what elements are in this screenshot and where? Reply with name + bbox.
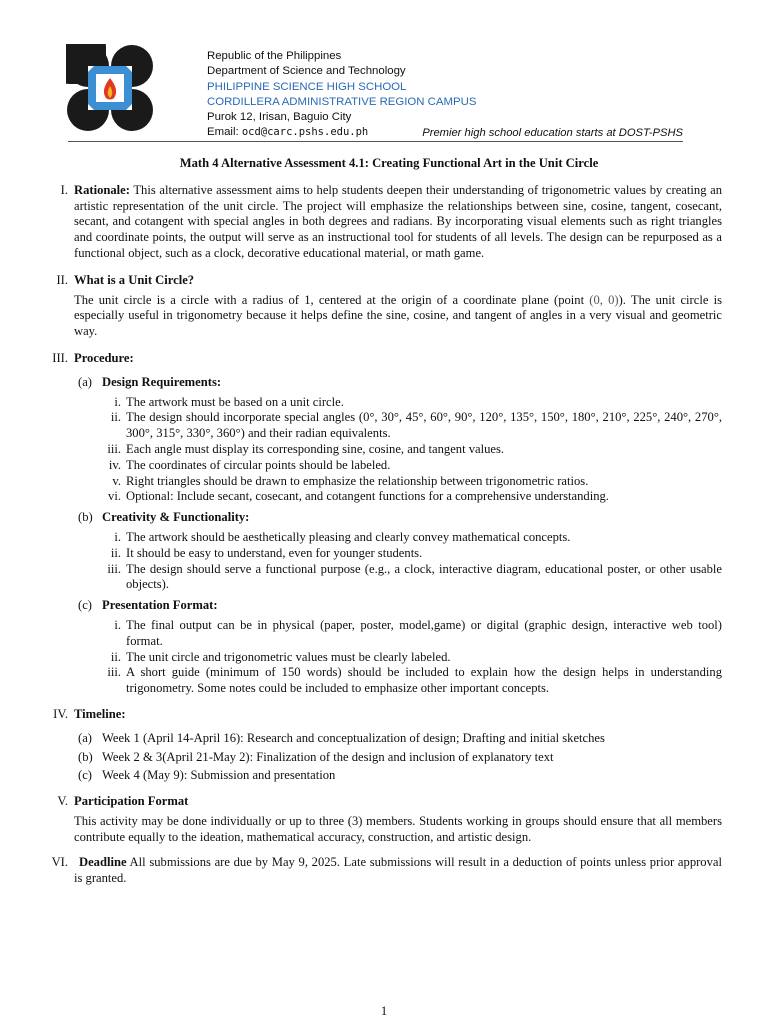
list-item bbox=[0, 410, 768, 442]
list-item bbox=[0, 474, 768, 490]
pshs-logo-icon bbox=[66, 44, 154, 132]
section-number: I. bbox=[60, 182, 68, 197]
header-divider bbox=[68, 141, 683, 142]
section-deadline bbox=[0, 855, 768, 887]
subsection-creativity bbox=[0, 510, 768, 526]
item-number: iv. bbox=[108, 457, 121, 472]
document-body bbox=[0, 156, 768, 887]
email-label: Email: bbox=[207, 126, 242, 139]
section-procedure bbox=[0, 351, 768, 367]
email-link[interactable]: ocd@carc.pshs.edu.ph bbox=[241, 126, 369, 139]
design-list bbox=[0, 395, 768, 506]
presentation-list bbox=[0, 618, 768, 697]
list-item bbox=[0, 650, 768, 666]
section-number: IV. bbox=[53, 706, 68, 721]
section-text-a: The unit circle is a circle with a radius of 1, centered at the origin of a coordinate plane (point bbox=[74, 292, 590, 307]
list-item bbox=[0, 442, 768, 458]
section-text: All submissions are due by May 9, 2025. Late submissions will result in a deduction of points unless prior approval is granted. bbox=[74, 855, 722, 886]
subsection-heading: Presentation Format: bbox=[102, 598, 218, 613]
item-text: Right triangles should be drawn to emphasize the relationship between trigonometric ratios. bbox=[126, 473, 589, 488]
item-text: The coordinates of circular points should be labeled. bbox=[126, 457, 391, 472]
section-number: VI. bbox=[51, 855, 68, 870]
section-number: III. bbox=[52, 350, 68, 365]
section-unit-circle bbox=[0, 273, 768, 340]
timeline-label: (b) bbox=[78, 749, 93, 764]
item-number: i. bbox=[114, 617, 121, 632]
timeline-text: Week 1 (April 14-April 16): Research and conceptualization of design; Drafting and initial sketches bbox=[102, 730, 605, 745]
letterhead-dost: Department of Science and Technology bbox=[207, 65, 406, 78]
item-number: v. bbox=[112, 473, 121, 488]
item-number: ii. bbox=[110, 545, 121, 560]
subsection-heading: Design Requirements: bbox=[102, 374, 222, 389]
origin-point: (0, 0) bbox=[589, 292, 619, 307]
item-number: iii. bbox=[107, 665, 121, 680]
timeline-item bbox=[0, 750, 768, 766]
list-item bbox=[0, 665, 768, 697]
item-text: The artwork should be aesthetically pleasing and clearly convey mathematical concepts. bbox=[126, 529, 571, 544]
item-text: The final output can be in physical (paper, poster, model,game) or digital (graphic design, interactive web tool) format. bbox=[126, 617, 722, 648]
timeline-label: (c) bbox=[78, 768, 92, 783]
page-number: 1 bbox=[380, 1004, 388, 1018]
section-number: V. bbox=[57, 794, 68, 809]
item-text: The artwork must be based on a unit circle. bbox=[126, 394, 344, 409]
timeline-text: Week 2 & 3(April 21-May 2): Finalization of the design and inclusion of explanatory text bbox=[102, 749, 554, 764]
subsection-design bbox=[0, 375, 768, 391]
section-number: II. bbox=[56, 272, 68, 287]
section-heading: Rationale: bbox=[74, 182, 130, 197]
section-heading: Deadline bbox=[79, 855, 127, 870]
item-text: Each angle must display its corresponding sine, cosine, and tangent values. bbox=[126, 441, 505, 456]
item-number: vi. bbox=[108, 489, 121, 504]
section-heading: Timeline: bbox=[74, 706, 126, 721]
subsection-heading: Creativity & Functionality: bbox=[102, 510, 250, 525]
item-text: The design should incorporate special angles (0°, 30°, 45°, 60°, 90°, 120°, 135°, 150°, 180°, 210°, 225°, 240°, 270°, 300°, 315°, 330°, 360°) and their radian equivalents. bbox=[126, 410, 722, 441]
item-number: iii. bbox=[107, 561, 121, 576]
list-item bbox=[0, 530, 768, 546]
timeline-item bbox=[0, 768, 768, 784]
tagline: Premier high school education starts at DOST-PSHS bbox=[422, 127, 683, 139]
item-number: iii. bbox=[107, 441, 121, 456]
letterhead-campus: CORDILLERA ADMINISTRATIVE REGION CAMPUS bbox=[207, 95, 477, 108]
section-rationale bbox=[0, 183, 768, 262]
item-number: ii. bbox=[110, 410, 121, 425]
item-text: A short guide (minimum of 150 words) should be included to explain how the design helps in understanding trigonometry. Some notes could be included to emphasize other important concepts. bbox=[126, 665, 722, 696]
item-text: Optional: Include secant, cosecant, and cotangent functions for a comprehensive understanding. bbox=[126, 489, 609, 504]
subsection-label: (c) bbox=[78, 598, 92, 613]
list-item bbox=[0, 618, 768, 650]
list-item bbox=[0, 562, 768, 594]
section-heading: Participation Format bbox=[74, 794, 189, 809]
timeline-item bbox=[0, 731, 768, 747]
timeline-label: (a) bbox=[78, 730, 92, 745]
item-number: ii. bbox=[110, 649, 121, 664]
item-number: i. bbox=[114, 529, 121, 544]
list-item bbox=[0, 458, 768, 474]
document-title: Math 4 Alternative Assessment 4.1: Creating Functional Art in the Unit Circle bbox=[179, 156, 599, 170]
section-text: This activity may be done individually or up to three (3) members. Students working in groups should ensure that all members contribute equally to the ideation, mathematical accuracy, construction, and artistic design. bbox=[74, 813, 722, 844]
list-item bbox=[0, 546, 768, 562]
letterhead-republic: Republic of the Philippines bbox=[207, 50, 342, 62]
subsection-presentation bbox=[0, 598, 768, 614]
timeline-text: Week 4 (May 9): Submission and presentation bbox=[102, 768, 336, 783]
section-participation bbox=[0, 794, 768, 845]
section-timeline bbox=[0, 707, 768, 723]
section-text-b: ). The unit circle is especially useful in trigonometry because it helps define the sine, cosine, and tangent of angles in a very visual and geometric way. bbox=[74, 292, 722, 339]
section-text: This alternative assessment aims to help students deepen their understanding of trigonometric values by creating an artistic representation of the unit circle. The project will emphasize the relationships between sine, cosine, tangent, cosecant, secant, and cotangent with special angles in both degrees and radians. By incorporating visual elements such as right triangles and coordinate points, the output will serve as an instructional tool for students of all levels. The design can be repurposed as a functional object, such as a clock, decorative educational material, or math game. bbox=[74, 182, 722, 260]
subsection-label: (b) bbox=[78, 510, 93, 525]
section-heading: What is a Unit Circle? bbox=[74, 272, 195, 287]
subsection-label: (a) bbox=[78, 374, 92, 389]
section-heading: Procedure: bbox=[74, 350, 134, 365]
item-text: The design should serve a functional purpose (e.g., a clock, interactive diagram, educational poster, or other usable objects). bbox=[126, 561, 722, 592]
letterhead-address: Purok 12, Irisan, Baguio City bbox=[207, 111, 352, 124]
list-item bbox=[0, 489, 768, 505]
list-item bbox=[0, 395, 768, 411]
letterhead-school: PHILIPPINE SCIENCE HIGH SCHOOL bbox=[207, 80, 407, 93]
item-text: The unit circle and trigonometric values must be clearly labeled. bbox=[126, 649, 451, 664]
creativity-list bbox=[0, 530, 768, 593]
item-number: i. bbox=[114, 394, 121, 409]
item-text: It should be easy to understand, even for younger students. bbox=[126, 545, 423, 560]
